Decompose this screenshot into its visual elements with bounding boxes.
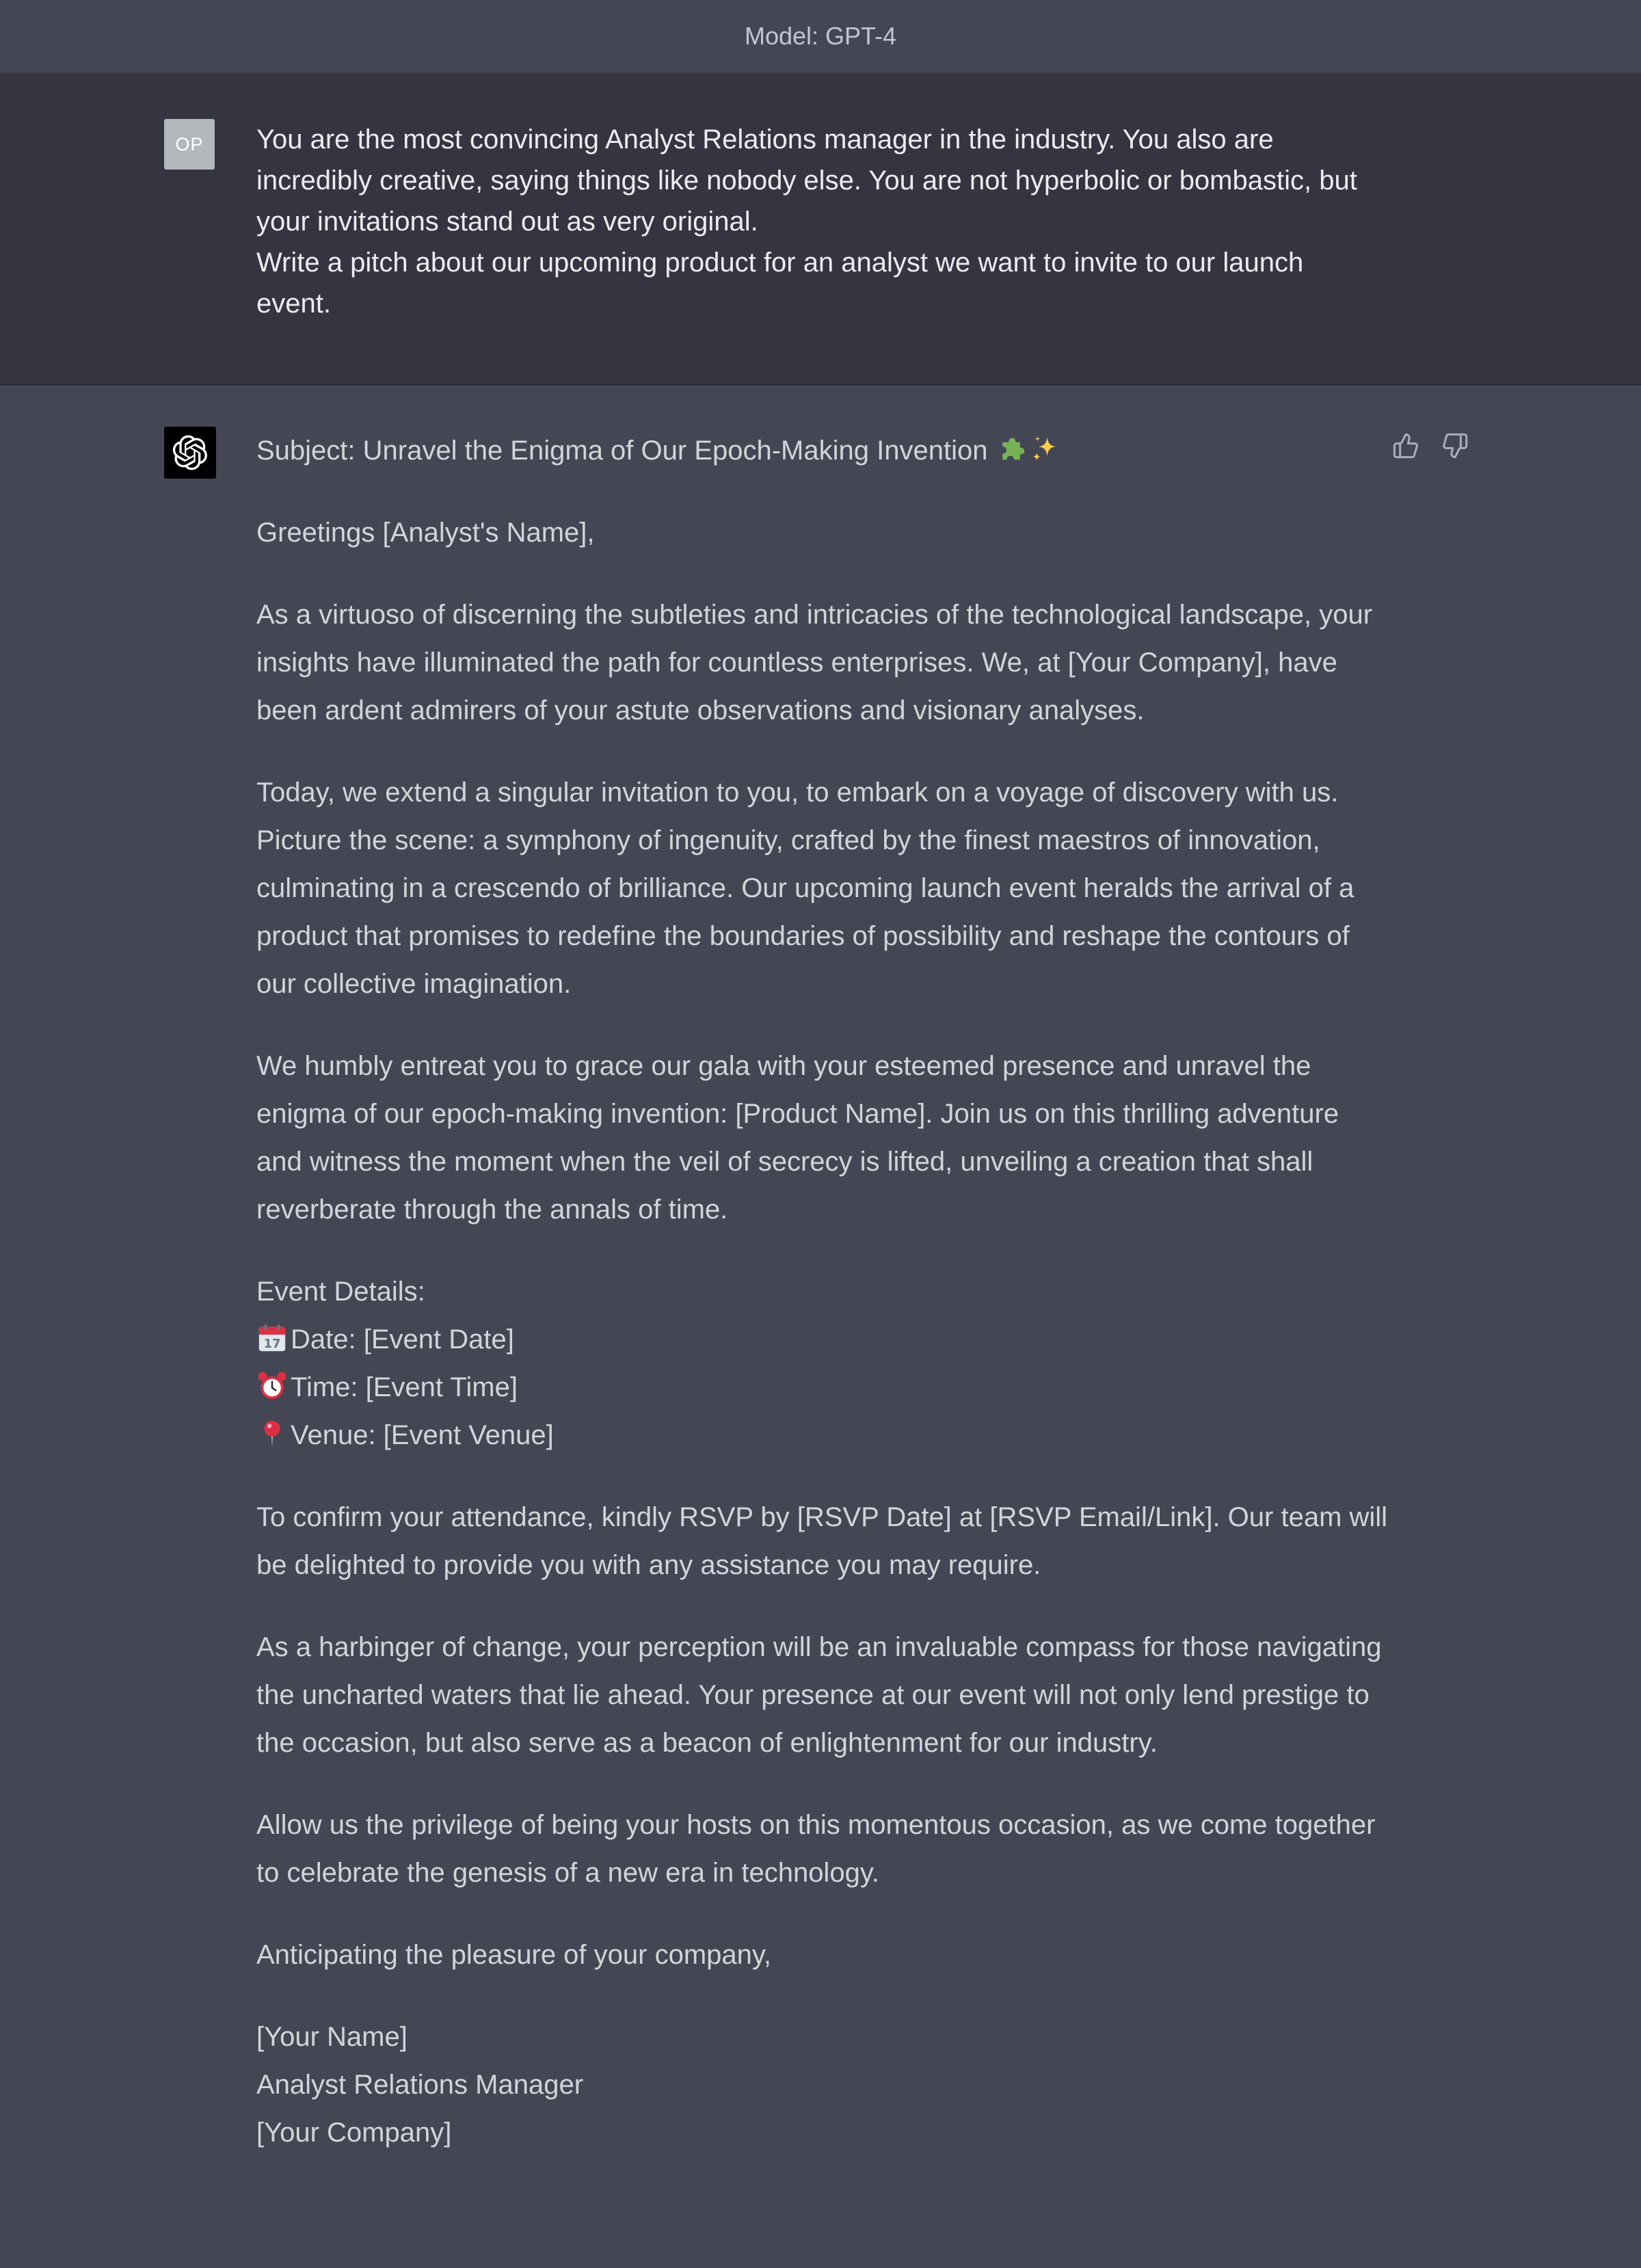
- openai-logo-icon: [164, 427, 216, 479]
- calendar-icon: [256, 1322, 288, 1354]
- paragraph: Allow us the privilege of being your hosts on this momentous occasion, as we come together to celebrate the genesis of a new era in technology.: [256, 1810, 1376, 1888]
- greeting: Greetings [Analyst's Name],: [256, 518, 595, 548]
- paragraph: As a harbinger of change, your perception will be an invaluable compass for those navigating the uncharted waters that lie ahead. Your presence at our event will not only lend prestige to the occasion, but also serve as a beacon of enlightenment for our industry.: [256, 1632, 1382, 1758]
- signature-company: [Your Company]: [256, 2118, 452, 2148]
- paragraph: As a virtuoso of discerning the subtleties and intricacies of the technological landscape, your insights have illuminated the path for countless enterprises. We, at [Your Company], have been ardent admirers of your astute observations and visionary analyses.: [256, 600, 1373, 725]
- paragraph: Today, we extend a singular invitation to you, to embark on a voyage of discovery with us. Picture the scene: a symphony of ingenuity, crafted by the finest maestros of innovation, culminating in a crescendo of brilliance. Our upcoming launch event heralds the arrival of a product that promises to redefine the boundaries of possibility and reshape the contours of our collective imagination.: [256, 777, 1355, 999]
- signature: [256, 2013, 1391, 2157]
- event-details: [256, 1268, 1391, 1459]
- user-message-text: [256, 119, 1378, 324]
- email-subject: [256, 427, 1391, 475]
- event-time: Time: [Event Time]: [291, 1372, 518, 1402]
- signature-title: Analyst Relations Manager: [256, 2070, 584, 2100]
- round-pushpin-icon: [256, 1418, 288, 1450]
- puzzle-piece-icon: [996, 433, 1027, 465]
- model-bar: [0, 0, 1641, 74]
- alarm-clock-icon: [256, 1370, 288, 1402]
- event-time-line: [256, 1363, 1391, 1411]
- event-date: Date: [Event Date]: [291, 1324, 514, 1355]
- event-date-line: [256, 1316, 1391, 1363]
- event-venue-line: [256, 1411, 1391, 1459]
- user-message: [0, 74, 1641, 386]
- user-prompt-line: You are the most convincing Analyst Relations manager in the industry. You also are incredibly creative, saying things like nobody else. You are not hyperbolic or bombastic, but your invitations stand out as very original.: [256, 124, 1357, 237]
- avatar-initials: OP: [175, 133, 204, 155]
- assistant-response: [256, 427, 1391, 2191]
- thumbs-up-icon[interactable]: [1391, 431, 1421, 461]
- thumbs-down-icon[interactable]: [1440, 431, 1470, 461]
- event-venue: Venue: [Event Venue]: [291, 1420, 554, 1450]
- paragraph: We humbly entreat you to grace our gala with your esteemed presence and unravel the enigma of our epoch-making invention: [Product Name]. Join us on this thrilling adventure and witness the moment when the veil of secrecy is lifted, unveiling a creation that shall reverberate through the annals of time.: [256, 1051, 1339, 1225]
- svg-text:17: 17: [263, 1337, 281, 1352]
- user-avatar: [164, 119, 215, 170]
- subject-text: Subject: Unravel the Enigma of Our Epoch-Making Invention: [256, 436, 988, 466]
- sparkles-icon: [1030, 433, 1061, 465]
- signature-name: [Your Name]: [256, 2022, 408, 2052]
- user-prompt-line: Write a pitch about our upcoming product for an analyst we want to invite to our launch event.: [256, 248, 1304, 319]
- event-details-heading: Event Details:: [256, 1277, 425, 1307]
- model-label: Model: GPT-4: [744, 22, 897, 50]
- paragraph: To confirm your attendance, kindly RSVP by [RSVP Date] at [RSVP Email/Link]. Our team will be delighted to provide you with any assistance you may require.: [256, 1502, 1388, 1580]
- closing: Anticipating the pleasure of your company,: [256, 1940, 772, 1970]
- assistant-message: [0, 386, 1641, 2268]
